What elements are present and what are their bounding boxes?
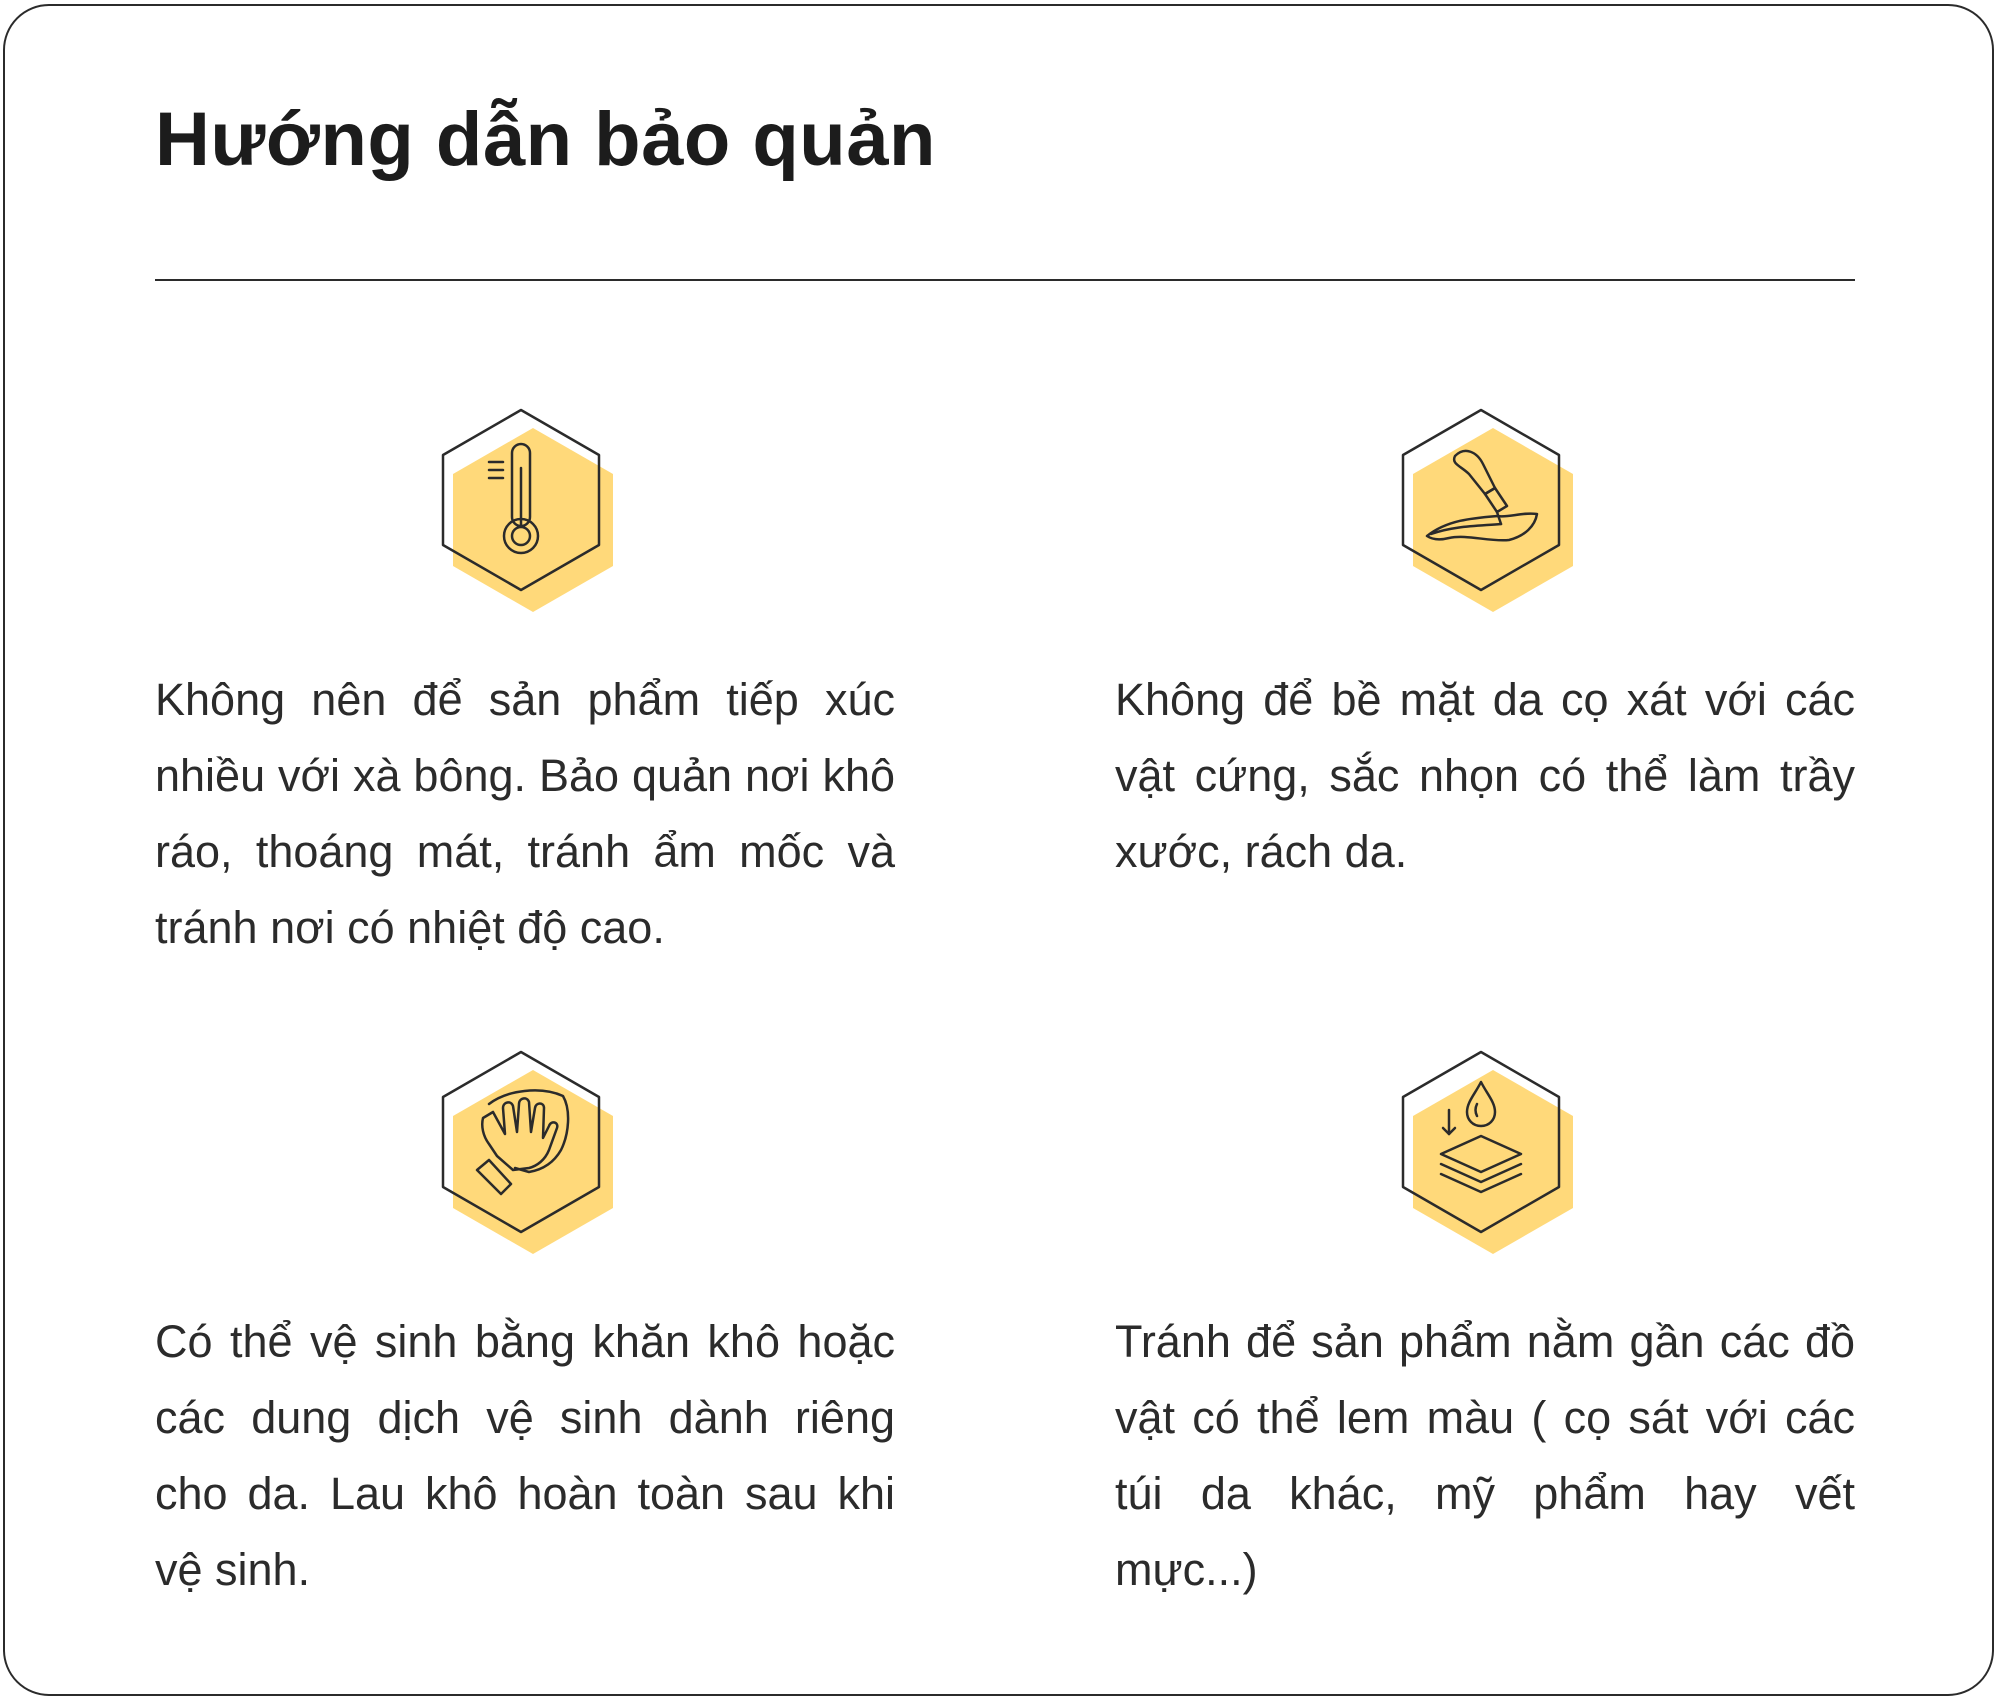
- page-title: Hướng dẫn bảo quản: [155, 97, 936, 182]
- hand-wiping-cloth-icon: [437, 1050, 613, 1254]
- title-divider: [155, 279, 1855, 281]
- care-guide-card: [3, 4, 1994, 1696]
- thermometer-icon: [437, 408, 613, 612]
- drop-absorbing-layers-icon: [1397, 1050, 1573, 1254]
- care-text-scratch: Không để bề mặt da cọ xát với các vật cứng, sắc nhọn có thể làm trầy xước, rách da.: [1115, 674, 1855, 877]
- care-text-cleaning: Có thể vệ sinh bằng khăn khô hoặc các dung dịch vệ sinh dành riêng cho da. Lau khô hoàn toàn sau khi vệ sinh.: [155, 1316, 895, 1595]
- care-text-color-bleed: Tránh để sản phẩm nằm gần các đồ vật có thể lem màu ( cọ sát với các túi da khác, mỹ phẩm hay vết mực...): [1115, 1316, 1855, 1595]
- knife-cutting-leather-icon: [1397, 408, 1573, 612]
- care-text-heat: Không nên để sản phẩm tiếp xúc nhiều với xà bông. Bảo quản nơi khô ráo, thoáng mát, tránh ẩm mốc và tránh nơi có nhiệt độ cao.: [155, 674, 895, 953]
